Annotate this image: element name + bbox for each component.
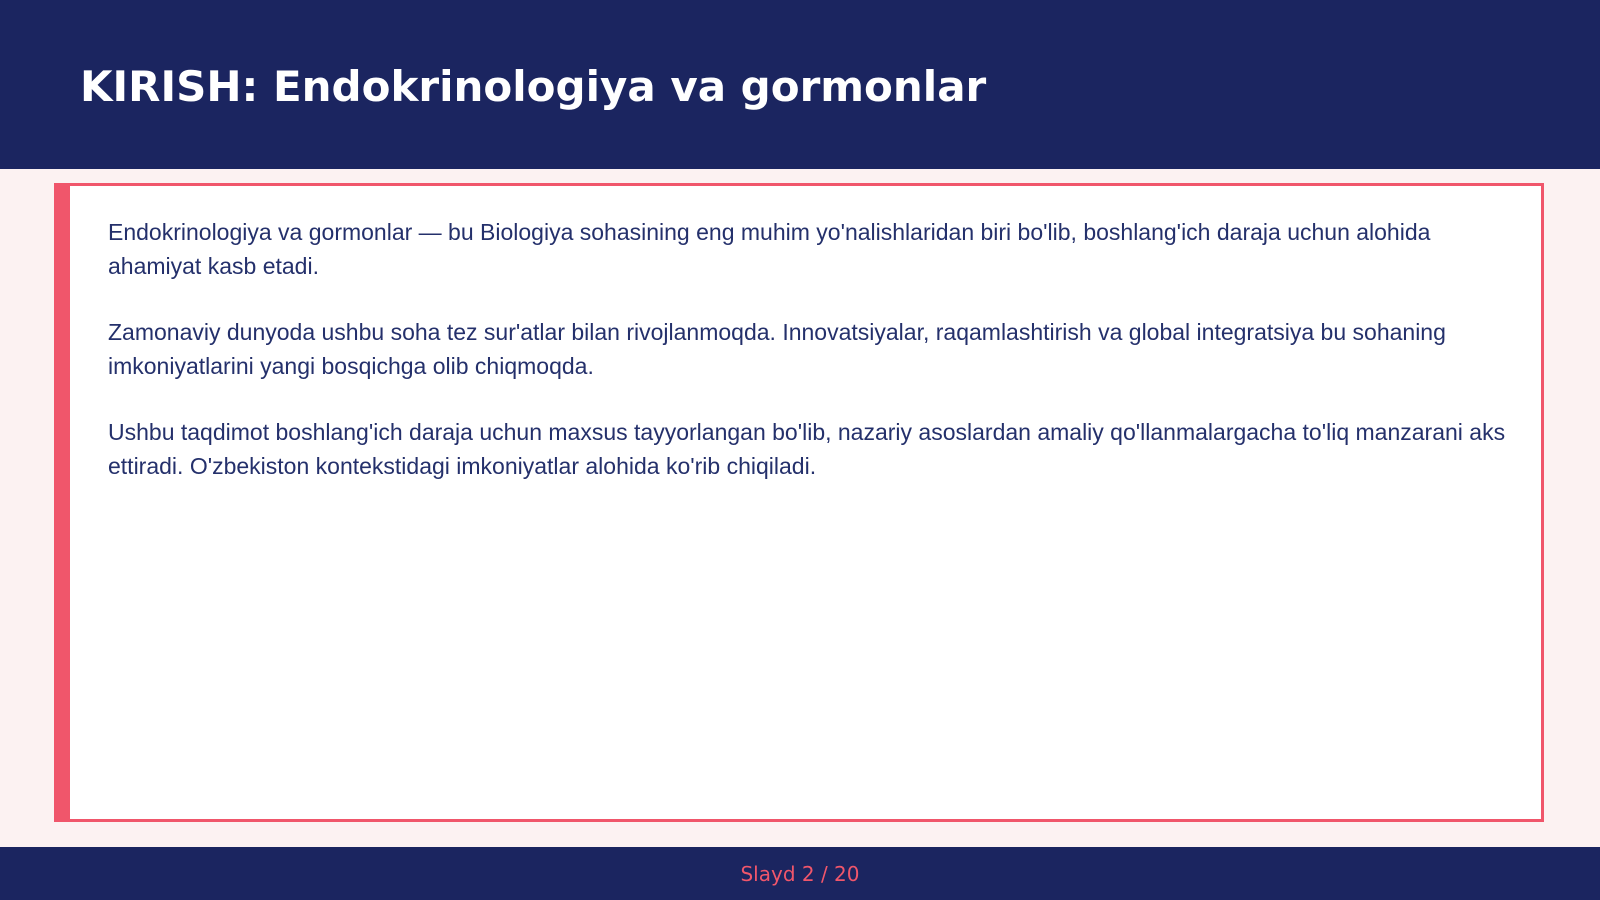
slide-footer [0, 847, 1600, 900]
content-card [54, 183, 1544, 822]
paragraph-1: Endokrinologiya va gormonlar — bu Biologiya sohasining eng muhim yo'nalishlaridan biri bo'lib, boshlang'ich daraja uchun alohida ahamiyat kasb etadi. [108, 219, 1431, 279]
paragraph-2: Zamonaviy dunyoda ushbu soha tez sur'atlar bilan rivojlanmoqda. Innovatsiyalar, raqamlashtirish va global integratsiya bu sohaning imkoniyatlarini yangi bosqichga olib chiqmoqda. [108, 319, 1446, 379]
content-body [108, 215, 1508, 515]
paragraph-3: Ushbu taqdimot boshlang'ich daraja uchun maxsus tayyorlangan bo'lib, nazariy asoslardan amaliy qo'llanmalargacha to'liq manzarani aks ettiradi. O'zbekiston kontekstidagi imkoniyatlar alohida ko'rib chiqiladi. [108, 419, 1506, 479]
slide-counter: Slayd 2 / 20 [740, 862, 860, 886]
slide-title: KIRISH: Endokrinologiya va gormonlar [80, 62, 987, 111]
slide-header [0, 0, 1600, 169]
